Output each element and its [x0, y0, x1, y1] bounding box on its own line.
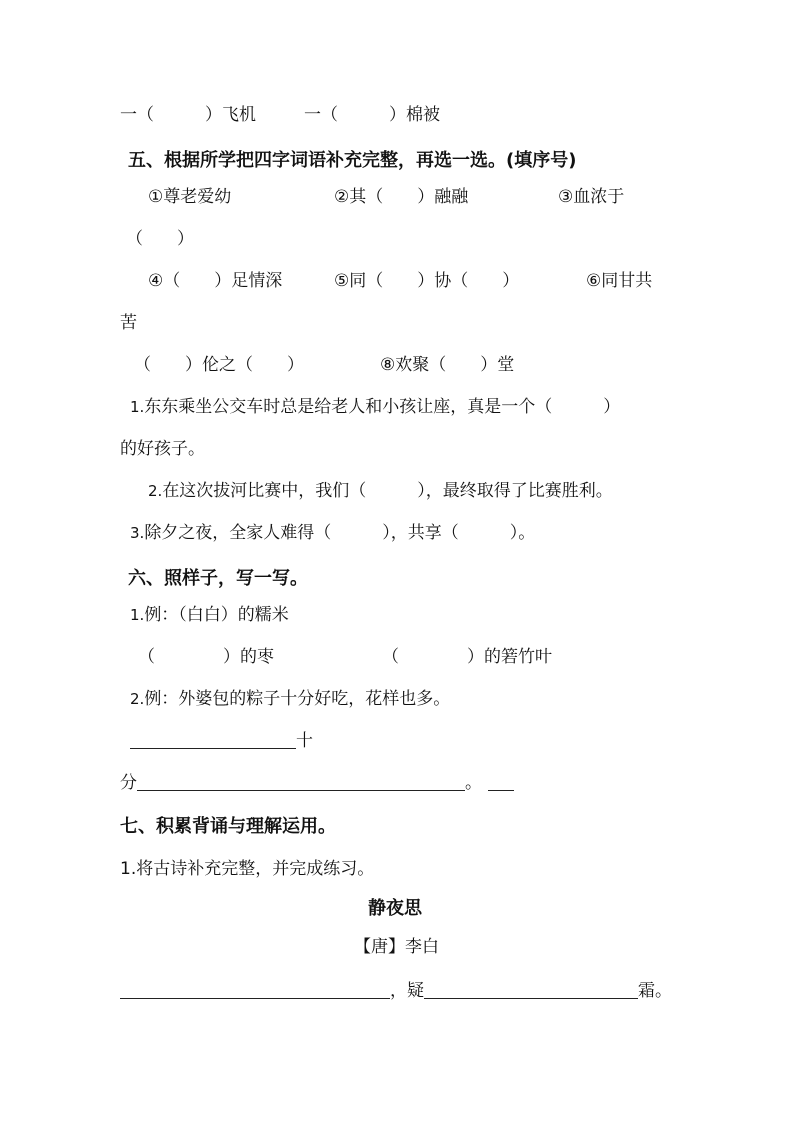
measure-word-plane: 一（ ）飞机	[120, 105, 256, 125]
example-1	[130, 604, 289, 626]
poem-author: 【唐】李白	[354, 937, 439, 957]
idiom-option-3-blank: （ ）	[126, 229, 194, 249]
answer-blank[interactable]	[130, 730, 296, 749]
write-line-char: 十	[296, 731, 313, 751]
answer-blank[interactable]	[424, 980, 638, 999]
answer-blank[interactable]	[120, 980, 390, 999]
section-7-heading: 七、积累背诵与理解运用。	[120, 816, 336, 837]
answer-blank[interactable]	[488, 772, 514, 791]
question-number: 2.	[148, 482, 163, 500]
fill-question-1	[130, 396, 620, 418]
example-text: 例：外婆包的粽子十分好吃，花样也多。	[144, 689, 451, 709]
question-number: 2.	[130, 690, 145, 708]
idiom-option-7: （ ）伦之（ ）	[134, 355, 304, 375]
section-5-heading: 五、根据所学把四字词语补充完整，再选一选。(填序号)	[128, 150, 577, 171]
poem-line-1	[120, 980, 672, 1002]
answer-blank[interactable]	[137, 772, 465, 791]
poem-text: 霜。	[638, 981, 672, 1001]
poem-text: ，疑	[390, 981, 424, 1001]
write-line-char: 分	[120, 773, 137, 793]
write-line-2	[120, 772, 514, 794]
section-6-heading: 六、照样子，写一写。	[128, 568, 308, 589]
fill-question-3	[130, 522, 535, 544]
idiom-option-1: ①尊老爱幼	[148, 187, 232, 207]
poem-title: 静夜思	[368, 898, 422, 919]
section-7-question-1: 1.将古诗补充完整，并完成练习。	[120, 859, 375, 879]
question-number: 1.	[130, 606, 145, 624]
example-2	[130, 688, 450, 710]
example-text: 例：（白白）的糯米	[144, 605, 289, 625]
fill-question-1-cont: 的好孩子。	[120, 439, 205, 459]
measure-word-line	[120, 104, 440, 126]
example-1-blank-b: （ ）的箬竹叶	[382, 647, 552, 667]
write-line-end: 。	[465, 773, 482, 793]
write-line-1	[130, 730, 313, 752]
example-1-blank-a: （ ）的枣	[138, 647, 274, 667]
question-number: 3.	[130, 524, 145, 542]
idiom-option-3: ③血浓于	[558, 187, 625, 207]
idiom-option-2: ②其（ ）融融	[334, 187, 469, 207]
idiom-option-6-cont: 苦	[120, 313, 137, 333]
fill-question-2	[148, 480, 613, 502]
question-text: 在这次拔河比赛中，我们（ ），最终取得了比赛胜利。	[162, 481, 613, 501]
idiom-option-6: ⑥同甘共	[586, 271, 653, 291]
question-number: 1.	[130, 398, 145, 416]
idiom-option-8: ⑧欢聚（ ）堂	[380, 355, 515, 375]
idiom-option-5: ⑤同（ ）协（ ）	[334, 271, 520, 291]
question-text: 东东乘坐公交车时总是给老人和小孩让座，真是一个（ ）	[144, 397, 621, 417]
measure-word-quilt: 一（ ）棉被	[304, 105, 440, 125]
idiom-option-4: ④（ ）足情深	[148, 271, 283, 291]
question-text: 除夕之夜，全家人难得（ ），共享（ ）。	[144, 523, 536, 543]
